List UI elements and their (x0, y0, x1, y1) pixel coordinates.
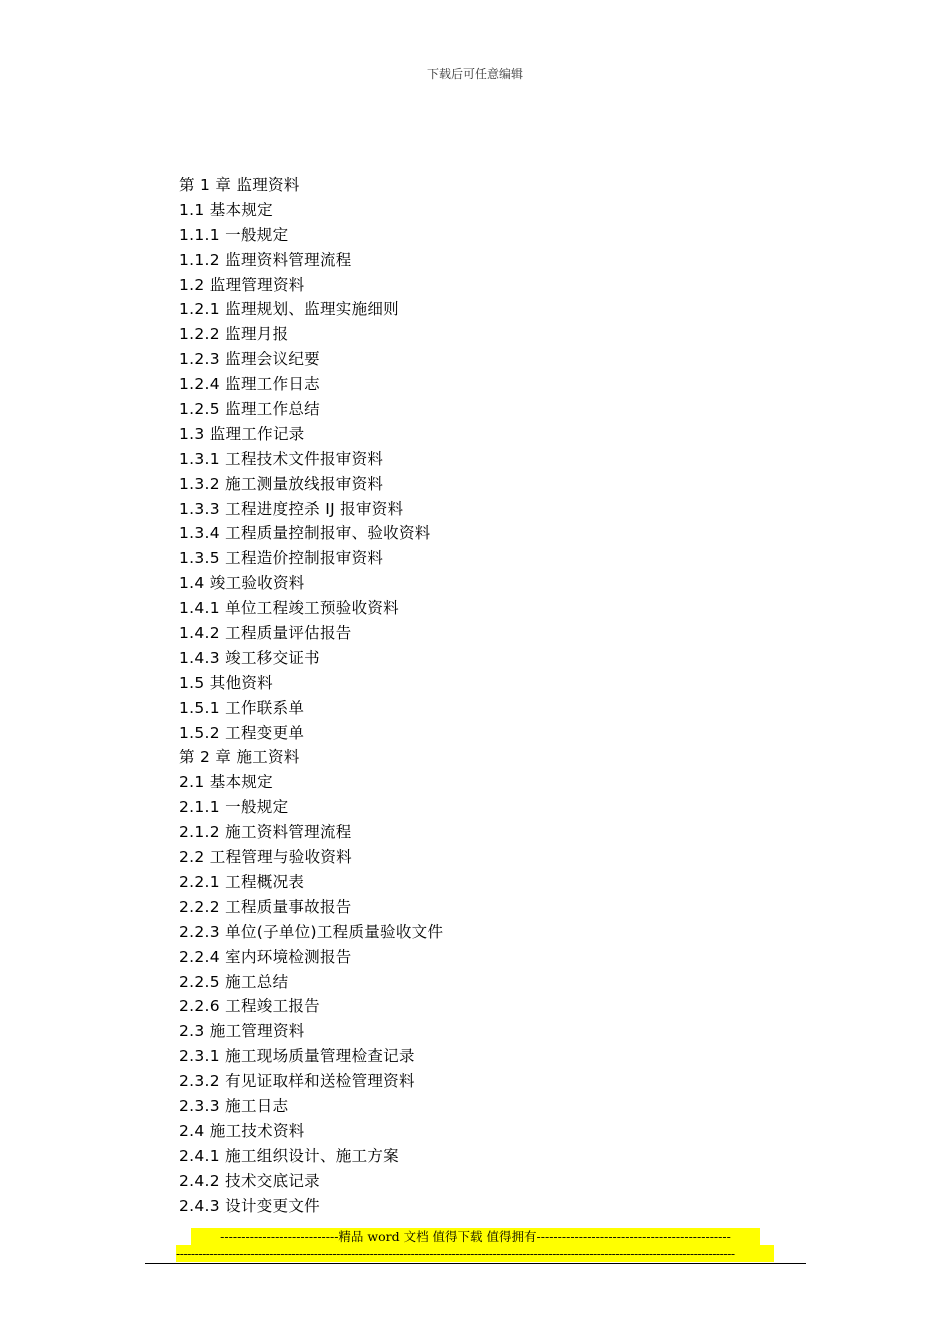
toc-entry: 1.2.3 监理会议纪要 (179, 350, 320, 369)
toc-entry: 2.3 施工管理资料 (179, 1022, 305, 1041)
table-of-contents (179, 173, 443, 1218)
toc-entry: 1.3.5 工程造价控制报审资料 (179, 549, 384, 568)
page-header: 下载后可任意编辑 (426, 67, 523, 81)
toc-entry: 2.2.1 工程概况表 (179, 872, 305, 891)
toc-entry: 2.3.2 有见证取样和送检管理资料 (179, 1072, 415, 1091)
toc-entry: 2.2 工程管理与验收资料 (179, 848, 352, 867)
toc-entry: 1.1.2 监理资料管理流程 (179, 250, 352, 269)
toc-entry: 2.2.3 单位(子单位)工程质量验收文件 (179, 922, 444, 941)
toc-entry: 2.1.2 施工资料管理流程 (179, 823, 352, 842)
toc-entry: 2.2.2 工程质量事故报告 (179, 897, 352, 916)
toc-entry: 2.1 基本规定 (179, 773, 273, 792)
toc-entry: 1.2 监理管理资料 (179, 275, 305, 294)
toc-entry: 1.2.5 监理工作总结 (179, 400, 320, 419)
toc-entry: 1.3.2 施工测量放线报审资料 (179, 474, 384, 493)
toc-entry: 1.3.4 工程质量控制报审、验收资料 (179, 524, 431, 543)
toc-entry: 1.3.3 工程进度控杀 IJ 报审资料 (179, 499, 404, 518)
toc-entry: 2.4.1 施工组织设计、施工方案 (179, 1146, 399, 1165)
footer-banner-text: ----------------------------精品 word 文档 值得下载 值得拥有---------------------------------------------- (191, 1228, 760, 1245)
toc-entry: 2.2.6 工程竣工报告 (179, 997, 320, 1016)
toc-entry: 1.5 其他资料 (179, 673, 273, 692)
toc-entry: 2.3.1 施工现场质量管理检查记录 (179, 1047, 415, 1066)
toc-entry: 1.5.1 工作联系单 (179, 698, 305, 717)
toc-entry: 2.2.4 室内环境检测报告 (179, 947, 352, 966)
footer-divider (145, 1263, 806, 1264)
toc-entry: 1.3 监理工作记录 (179, 424, 305, 443)
toc-entry: 1.1 基本规定 (179, 200, 273, 219)
toc-entry: 第 2 章 施工资料 (179, 748, 300, 767)
toc-entry: 1.4.1 单位工程竣工预验收资料 (179, 599, 399, 618)
toc-entry: 1.4.3 竣工移交证书 (179, 648, 320, 667)
toc-entry: 1.5.2 工程变更单 (179, 723, 305, 742)
toc-entry: 2.4.2 技术交底记录 (179, 1171, 320, 1190)
toc-entry: 2.2.5 施工总结 (179, 972, 289, 991)
toc-entry: 2.4.3 设计变更文件 (179, 1196, 320, 1215)
toc-entry: 2.4 施工技术资料 (179, 1121, 305, 1140)
toc-entry: 1.4.2 工程质量评估报告 (179, 624, 352, 643)
toc-entry: 1.2.1 监理规划、监理实施细则 (179, 300, 399, 319)
toc-entry: 1.3.1 工程技术文件报审资料 (179, 449, 384, 468)
toc-entry: 1.4 竣工验收资料 (179, 574, 305, 593)
toc-entry: 第 1 章 监理资料 (179, 176, 300, 194)
toc-entry: 2.3.3 施工日志 (179, 1096, 289, 1115)
toc-entry: 1.2.4 监理工作日志 (179, 375, 320, 394)
toc-entry: 2.1.1 一般规定 (179, 798, 289, 817)
toc-entry: 1.1.1 一般规定 (179, 225, 289, 244)
footer-banner-dashes: ------------------------------------------------------------------------------------------------------------------------------------------------------ (176, 1245, 774, 1262)
toc-entry: 1.2.2 监理月报 (179, 325, 289, 344)
